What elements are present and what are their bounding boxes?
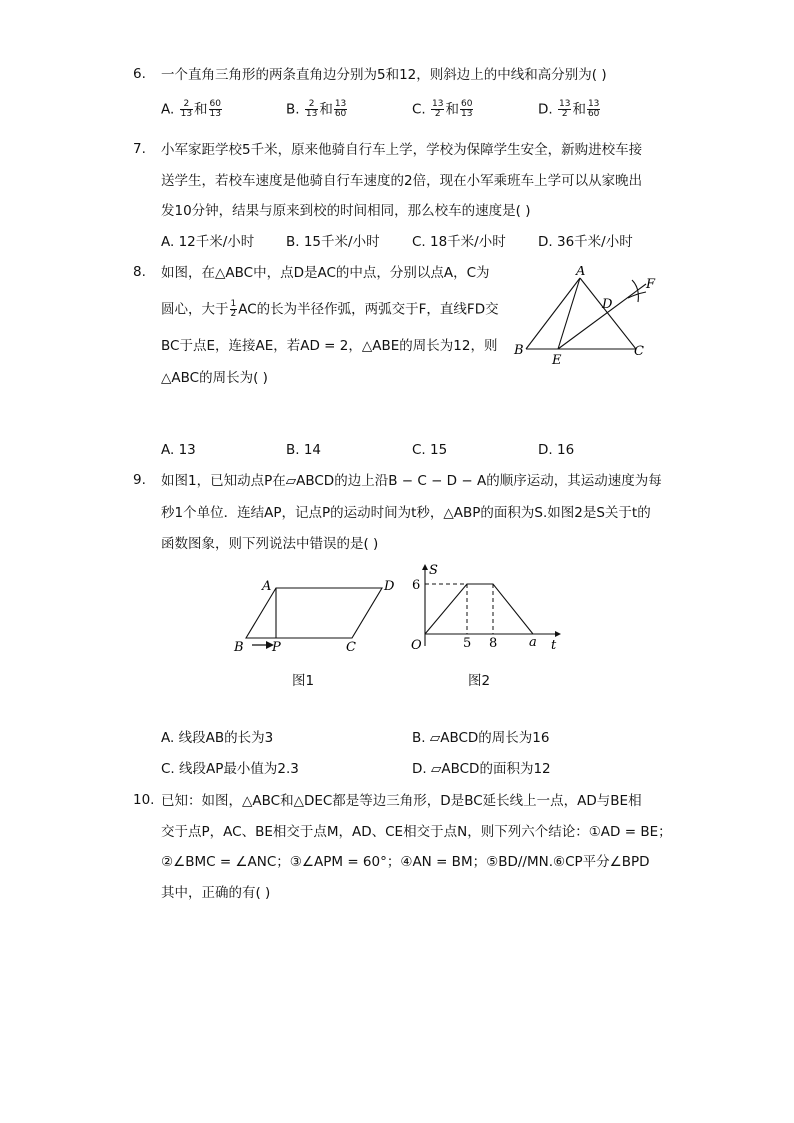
q7-option-a[interactable]: A. 12千米/小时 (161, 234, 255, 250)
label-s: S (429, 563, 438, 578)
q10-line: ②∠BMC = ∠ANC；③∠APM = 60°；④AN = BM；⑤BD//MN.⑥CP平分∠BPD (161, 854, 650, 870)
label-c: C (634, 344, 644, 359)
q9-option-d[interactable]: D. ▱ABCD的面积为12 (412, 761, 551, 777)
q9-line: 函数图象，则下列说法中错误的是( ) (161, 536, 379, 552)
label-y6: 6 (412, 578, 421, 593)
q10-line: 已知：如图，△ABC和△DEC都是等边三角形，D是BC延长线上一点，AD与BE相 (161, 793, 642, 809)
label-xa: a (529, 635, 537, 650)
q8-option-a[interactable]: A. 13 (161, 442, 196, 458)
option-label: A. (161, 101, 175, 118)
q8-line: △ABC的周长为( ) (161, 370, 268, 386)
q6-stem: 一个直角三角形的两条直角边分别为5和12，则斜边上的中线和高分别为( ) (161, 67, 607, 83)
q6-option-b[interactable]: B. $\frac{2}{13}$ 和 $\frac{13}{60}$ (286, 99, 347, 119)
q8-number: 8. (133, 264, 146, 280)
q9-line: 秒1个单位．连结AP，记点P的运动时间为t秒，△ABP的面积为S.如图2是S关于t的 (161, 505, 651, 521)
label-a: A (576, 266, 586, 279)
q8-option-b[interactable]: B. 14 (286, 442, 322, 458)
label-a: A (262, 579, 272, 594)
label-t: t (551, 638, 557, 653)
label-e: E (552, 353, 562, 368)
q8-option-d[interactable]: D. 16 (538, 442, 575, 458)
q6-option-c[interactable]: C. $\frac{13}{2}$ 和 $\frac{60}{13}$ (412, 99, 473, 119)
q9-number: 9. (133, 472, 146, 488)
q7-option-d[interactable]: D. 36千米/小时 (538, 234, 633, 250)
fig1-caption: 图1 (292, 673, 315, 689)
q10-line: 交于点P，AC、BE相交于点M，AD、CE相交于点N，则下列六个结论：①AD = BE； (161, 824, 672, 840)
q7-option-b[interactable]: B. 15千米/小时 (286, 234, 380, 250)
q8-triangle-figure (510, 266, 660, 370)
label-b: B (514, 343, 524, 358)
label-p: P (272, 640, 281, 655)
label-o: O (411, 638, 422, 653)
label-b: B (234, 640, 244, 655)
fig2-caption: 图2 (468, 673, 491, 689)
q9-parallelogram-figure (230, 576, 400, 656)
q8-line: 圆心，大于 $\frac{1}{2}$ AC的长为半径作弧，两弧交于F，直线FD交 (161, 299, 499, 319)
label-f: F (646, 277, 656, 292)
q10-number: 10. (133, 792, 155, 808)
label-x8: 8 (489, 636, 498, 651)
q7-option-c[interactable]: C. 18千米/小时 (412, 234, 506, 250)
q10-line: 其中，正确的有( ) (161, 885, 271, 901)
q9-line: 如图1，已知动点P在▱ABCD的边上沿B − C − D − A的顺序运动，其运动速度为每 (161, 473, 662, 489)
q6-number: 6. (133, 66, 146, 82)
q9-graph-figure (405, 560, 565, 656)
q9-option-b[interactable]: B. ▱ABCD的周长为16 (412, 730, 550, 746)
label-d: D (602, 297, 613, 312)
q9-option-a[interactable]: A. 线段AB的长为3 (161, 730, 274, 746)
q7-line: 发10分钟，结果与原来到校的时间相同，那么校车的速度是( ) (161, 203, 531, 219)
q7-line: 小军家距学校5千米，原来他骑自行车上学，学校为保障学生安全，新购进校车接 (161, 142, 643, 158)
option-label: B. (286, 101, 300, 118)
q9-option-c[interactable]: C. 线段AP最小值为2.3 (161, 761, 299, 777)
option-label: C. (412, 101, 426, 118)
q7-number: 7. (133, 141, 146, 157)
label-x5: 5 (463, 636, 472, 651)
label-d: D (384, 579, 395, 594)
q6-option-d[interactable]: D. $\frac{13}{2}$ 和 $\frac{13}{60}$ (538, 99, 600, 119)
q8-line: BC于点E，连接AE，若AD = 2，△ABE的周长为12，则 (161, 338, 498, 354)
label-c: C (346, 640, 356, 655)
q7-line: 送学生，若校车速度是他骑自行车速度的2倍，现在小军乘班车上学可以从家晚出 (161, 173, 643, 189)
q8-option-c[interactable]: C. 15 (412, 442, 448, 458)
q8-line: 如图，在△ABC中，点D是AC的中点，分别以点A，C为 (161, 265, 490, 281)
option-label: D. (538, 101, 553, 118)
q6-option-a[interactable]: A. $\frac{2}{13}$ 和 $\frac{60}{13}$ (161, 99, 221, 119)
